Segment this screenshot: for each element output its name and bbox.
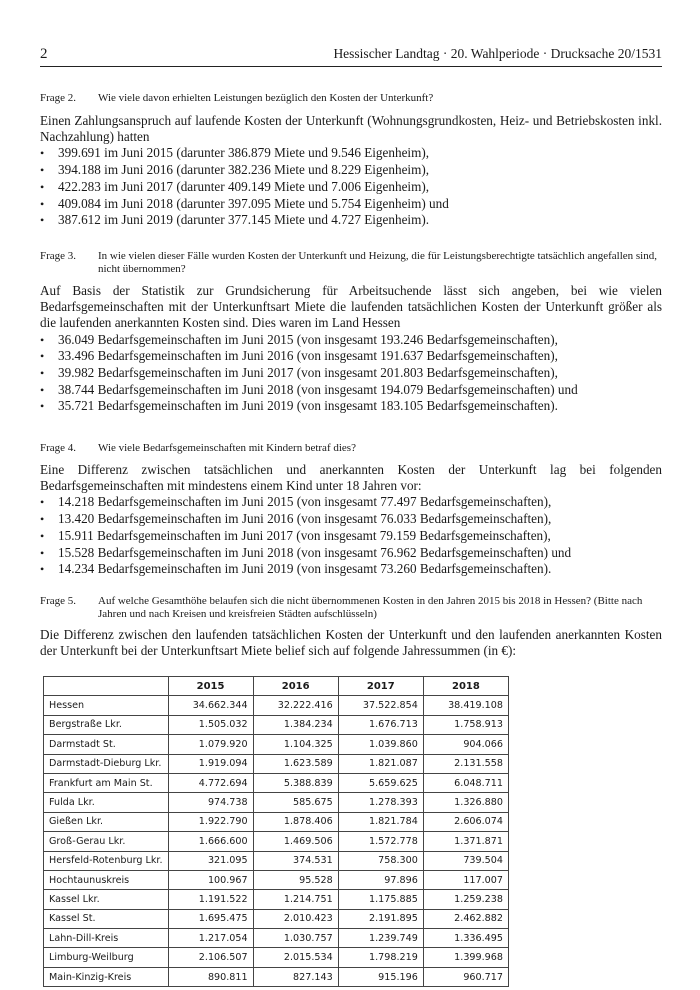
value-cell: 1.217.054 — [168, 929, 253, 948]
table-row — [44, 754, 509, 773]
value-cell: 758.300 — [338, 851, 423, 870]
list-item: • 387.612 im Juni 2019 (darunter 377.145 Miete und 4.727 Eigenheim). — [40, 212, 662, 229]
question-2-label: Frage 2. — [40, 92, 77, 104]
answer-3-text: Auf Basis der Statistik zur Grundsicherung für Arbeitsuchende lässt sich angeben, bei wie vielen Bedarfsgemeinschaften mit der Unterkunftsart Miete die laufenden tatsächlichen Kosten der Unterkunft größer als die laufenden anerkannten Kosten sind. Dies waren im Land Hessen — [40, 283, 662, 331]
table-row — [44, 696, 509, 715]
value-cell: 5.388.839 — [253, 773, 338, 792]
value-cell: 37.522.854 — [338, 696, 423, 715]
value-cell: 1.278.393 — [338, 793, 423, 812]
value-cell: 1.326.880 — [423, 793, 508, 812]
value-cell: 1.079.920 — [168, 735, 253, 754]
question-3-heading — [40, 250, 662, 276]
value-cell: 2.462.882 — [423, 909, 508, 928]
value-cell: 1.104.325 — [253, 735, 338, 754]
value-cell: 915.196 — [338, 967, 423, 986]
answer-2-text: Einen Zahlungsanspruch auf laufende Kosten der Unterkunft (Wohnungsgrundkosten, Heiz- und Betriebskosten inkl. Nachzahlung) hatten — [40, 113, 662, 145]
table-row — [44, 812, 509, 831]
region-cell: Limburg-Weilburg — [44, 948, 169, 967]
answer-4 — [40, 462, 662, 578]
value-cell: 6.048.711 — [423, 773, 508, 792]
question-4-text: Wie viele Bedarfsgemeinschaften mit Kindern betraf dies? — [98, 442, 356, 454]
column-header: 2015 — [168, 677, 253, 696]
table-row — [44, 929, 509, 948]
table-row — [44, 948, 509, 967]
value-cell: 321.095 — [168, 851, 253, 870]
value-cell: 1.384.234 — [253, 715, 338, 734]
value-cell: 1.623.589 — [253, 754, 338, 773]
question-3-label: Frage 3. — [40, 250, 77, 262]
answer-4-list — [40, 494, 662, 578]
question-5-text: Auf welche Gesamthöhe belaufen sich die nicht übernommenen Kosten in den Jahren 2015 bis 2018 in Hessen? (Bitte nach Jahren und nach Kreisen und kreisfreien Städten aufschlüsseln) — [98, 595, 643, 620]
table-row — [44, 870, 509, 889]
value-cell: 1.030.757 — [253, 929, 338, 948]
value-cell: 374.531 — [253, 851, 338, 870]
value-cell: 974.738 — [168, 793, 253, 812]
question-2-heading — [40, 92, 662, 105]
value-cell: 1.469.506 — [253, 832, 338, 851]
list-item: • 394.188 im Juni 2016 (darunter 382.236 Miete und 8.229 Eigenheim), — [40, 162, 662, 179]
value-cell: 904.066 — [423, 735, 508, 754]
list-item: • 14.234 Bedarfsgemeinschaften im Juni 2019 (von insgesamt 73.260 Bedarfsgemeinschaften). — [40, 561, 662, 578]
table-row — [44, 967, 509, 986]
region-cell: Hochtaunuskreis — [44, 870, 169, 889]
region-cell: Lahn-Dill-Kreis — [44, 929, 169, 948]
answer-2 — [40, 113, 662, 229]
list-item: • 399.691 im Juni 2015 (darunter 386.879 Miete und 9.546 Eigenheim), — [40, 145, 662, 162]
value-cell: 117.007 — [423, 870, 508, 889]
value-cell: 739.504 — [423, 851, 508, 870]
answer-3 — [40, 283, 662, 415]
region-cell: Gießen Lkr. — [44, 812, 169, 831]
value-cell: 97.896 — [338, 870, 423, 889]
value-cell: 1.371.871 — [423, 832, 508, 851]
value-cell: 1.175.885 — [338, 890, 423, 909]
value-cell: 585.675 — [253, 793, 338, 812]
answer-3-list — [40, 332, 662, 416]
value-cell: 100.967 — [168, 870, 253, 889]
question-2 — [40, 92, 662, 105]
page-number: 2 — [40, 46, 48, 62]
region-cell: Bergstraße Lkr. — [44, 715, 169, 734]
region-cell: Darmstadt-Dieburg Lkr. — [44, 754, 169, 773]
list-item: • 15.911 Bedarfsgemeinschaften im Juni 2017 (von insgesamt 79.159 Bedarfsgemeinschaften), — [40, 528, 662, 545]
table-row — [44, 851, 509, 870]
region-cell: Kassel Lkr. — [44, 890, 169, 909]
region-cell: Groß-Gerau Lkr. — [44, 832, 169, 851]
list-item: • 36.049 Bedarfsgemeinschaften im Juni 2015 (von insgesamt 193.246 Bedarfsgemeinschaften), — [40, 332, 662, 349]
value-cell: 1.666.600 — [168, 832, 253, 851]
question-3 — [40, 250, 662, 276]
value-cell: 1.798.219 — [338, 948, 423, 967]
page-header — [40, 46, 662, 67]
value-cell: 1.919.094 — [168, 754, 253, 773]
column-header: 2017 — [338, 677, 423, 696]
value-cell: 1.821.087 — [338, 754, 423, 773]
list-item: • 38.744 Bedarfsgemeinschaften im Juni 2018 (von insgesamt 194.079 Bedarfsgemeinschaften) und — [40, 382, 662, 399]
region-cell: Kassel St. — [44, 909, 169, 928]
region-cell: Hessen — [44, 696, 169, 715]
value-cell: 1.821.784 — [338, 812, 423, 831]
value-cell: 2.131.558 — [423, 754, 508, 773]
value-cell: 2.010.423 — [253, 909, 338, 928]
value-cell: 1.676.713 — [338, 715, 423, 734]
table-row — [44, 793, 509, 812]
region-cell: Main-Kinzig-Kreis — [44, 967, 169, 986]
value-cell: 960.717 — [423, 967, 508, 986]
question-4-heading — [40, 442, 662, 455]
answer-5-text: Die Differenz zwischen den laufenden tatsächlichen Kosten der Unterkunft und den laufenden anerkannten Kosten der Unterkunft bei der Unterkunftsart Miete belief sich auf folgende Jahressummen (in €): — [40, 627, 662, 659]
table-row — [44, 735, 509, 754]
value-cell: 5.659.625 — [338, 773, 423, 792]
value-cell: 1.239.749 — [338, 929, 423, 948]
value-cell: 1.758.913 — [423, 715, 508, 734]
column-header — [44, 677, 169, 696]
value-cell: 32.222.416 — [253, 696, 338, 715]
question-3-text: In wie vielen dieser Fälle wurden Kosten der Unterkunft und Heizung, die für Leistungsberechtigte tatsächlich angefallen sind, nicht übernommen? — [98, 250, 657, 275]
answer-2-list — [40, 145, 662, 229]
table-header-row — [44, 677, 509, 696]
table-row — [44, 715, 509, 734]
value-cell: 1.336.495 — [423, 929, 508, 948]
table-row — [44, 832, 509, 851]
column-header: 2018 — [423, 677, 508, 696]
list-item: • 15.528 Bedarfsgemeinschaften im Juni 2018 (von insgesamt 76.962 Bedarfsgemeinschaften) und — [40, 545, 662, 562]
value-cell: 34.662.344 — [168, 696, 253, 715]
table-row — [44, 909, 509, 928]
list-item: • 35.721 Bedarfsgemeinschaften im Juni 2019 (von insgesamt 183.105 Bedarfsgemeinschaften). — [40, 398, 662, 415]
cost-difference-table — [43, 676, 509, 987]
question-4 — [40, 442, 662, 455]
question-5-heading — [40, 595, 662, 621]
answer-4-text: Eine Differenz zwischen tatsächlichen und anerkannten Kosten der Unterkunft lag bei folgenden Bedarfsgemeinschaften mit mindestens einem Kind unter 18 Jahren vor: — [40, 462, 662, 494]
value-cell: 2.106.507 — [168, 948, 253, 967]
value-cell: 38.419.108 — [423, 696, 508, 715]
value-cell: 95.528 — [253, 870, 338, 889]
value-cell: 827.143 — [253, 967, 338, 986]
answer-5 — [40, 627, 662, 659]
value-cell: 1.214.751 — [253, 890, 338, 909]
question-2-text: Wie viele davon erhielten Leistungen bezüglich den Kosten der Unterkunft? — [98, 92, 434, 104]
value-cell: 1.505.032 — [168, 715, 253, 734]
document-meta: Hessischer Landtag · 20. Wahlperiode · Drucksache 20/1531 — [333, 46, 662, 61]
question-4-label: Frage 4. — [40, 442, 77, 454]
question-5 — [40, 595, 662, 621]
region-cell: Frankfurt am Main St. — [44, 773, 169, 792]
list-item: • 13.420 Bedarfsgemeinschaften im Juni 2016 (von insgesamt 76.033 Bedarfsgemeinschaften), — [40, 511, 662, 528]
list-item: • 39.982 Bedarfsgemeinschaften im Juni 2017 (von insgesamt 201.803 Bedarfsgemeinschaften), — [40, 365, 662, 382]
value-cell: 1.695.475 — [168, 909, 253, 928]
value-cell: 1.878.406 — [253, 812, 338, 831]
table-body — [44, 696, 509, 987]
region-cell: Fulda Lkr. — [44, 793, 169, 812]
value-cell: 2.606.074 — [423, 812, 508, 831]
value-cell: 1.259.238 — [423, 890, 508, 909]
region-cell: Hersfeld-Rotenburg Lkr. — [44, 851, 169, 870]
list-item: • 14.218 Bedarfsgemeinschaften im Juni 2015 (von insgesamt 77.497 Bedarfsgemeinschaften), — [40, 494, 662, 511]
column-header: 2016 — [253, 677, 338, 696]
list-item: • 409.084 im Juni 2018 (darunter 397.095 Miete und 5.754 Eigenheim) und — [40, 196, 662, 213]
table-row — [44, 773, 509, 792]
value-cell: 1.922.790 — [168, 812, 253, 831]
value-cell: 890.811 — [168, 967, 253, 986]
value-cell: 1.572.778 — [338, 832, 423, 851]
value-cell: 1.191.522 — [168, 890, 253, 909]
list-item: • 422.283 im Juni 2017 (darunter 409.149 Miete und 7.006 Eigenheim), — [40, 179, 662, 196]
region-cell: Darmstadt St. — [44, 735, 169, 754]
list-item: • 33.496 Bedarfsgemeinschaften im Juni 2016 (von insgesamt 191.637 Bedarfsgemeinschaften), — [40, 348, 662, 365]
value-cell: 1.039.860 — [338, 735, 423, 754]
value-cell: 2.015.534 — [253, 948, 338, 967]
table-row — [44, 890, 509, 909]
question-5-label: Frage 5. — [40, 595, 77, 607]
value-cell: 2.191.895 — [338, 909, 423, 928]
value-cell: 4.772.694 — [168, 773, 253, 792]
value-cell: 1.399.968 — [423, 948, 508, 967]
